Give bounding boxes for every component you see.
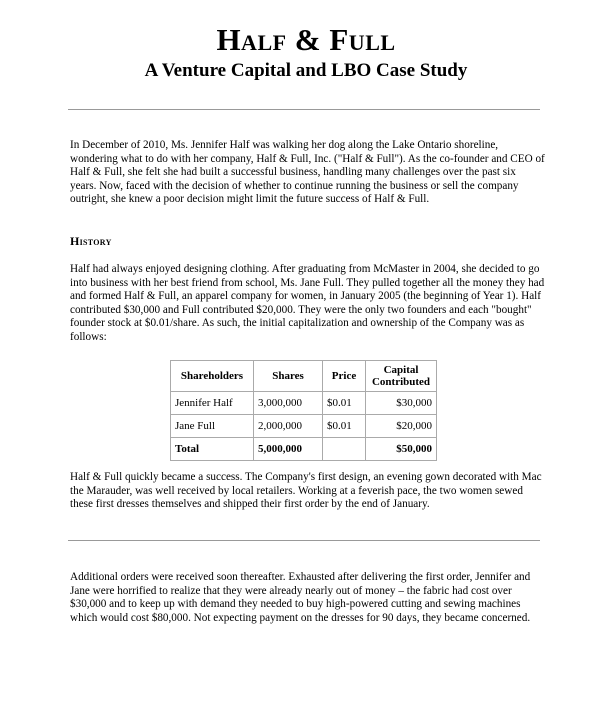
cell: Jennifer Half bbox=[171, 392, 254, 415]
cell: $30,000 bbox=[366, 392, 437, 415]
cell: 3,000,000 bbox=[254, 392, 323, 415]
cell: $0.01 bbox=[323, 415, 366, 438]
header-price: Price bbox=[323, 361, 366, 392]
cell bbox=[323, 438, 366, 461]
header-capital: Capital Contributed bbox=[366, 361, 437, 392]
header-shares: Shares bbox=[254, 361, 323, 392]
success-paragraph: Half & Full quickly became a success. The Company's first design, an evening gown decorated with Mac the Marauder, was well received by local retailers. Working at a feverish pace, the two women sewed these first dresses themselves and shipped their first order by the end of January. bbox=[70, 471, 542, 511]
cell: Jane Full bbox=[171, 415, 254, 438]
document-title: Half & Full bbox=[216, 22, 396, 57]
history-paragraph: Half had always enjoyed designing clothing. After graduating from McMaster in 2004, she decided to go into business with her best friend from school, Ms. Jane Full. They pulled together all the money they had and formed Half & Full, an apparel company for women, in January 2005 (the beginning of Year 1). Half contributed $30,000 and Full contributed $20,000. They were the only two founders and each "bought" founder stock at $0.01/share. As such, the initial capitalization and ownership of the Company was as follows: bbox=[70, 263, 545, 343]
divider bbox=[68, 540, 540, 541]
cell: $20,000 bbox=[366, 415, 437, 438]
document-subtitle: A Venture Capital and LBO Case Study bbox=[144, 60, 468, 81]
intro-paragraph: In December of 2010, Ms. Jennifer Half was walking her dog along the Lake Ontario shoreline, wondering what to do with her company, Half & Full, Inc. ("Half & Full"). As the co-founder and CEO of Half & Full, she felt she had built a successful business, handling many challenges over the past six years. Now, faced with the decision of whether to continue running the business or sell the company outright, she knew a poor decision might limit the future success of Half & Full. bbox=[70, 139, 545, 206]
table-row bbox=[171, 415, 437, 438]
cell: $0.01 bbox=[323, 392, 366, 415]
divider bbox=[68, 109, 540, 110]
table-row bbox=[171, 392, 437, 415]
header-shareholders: Shareholders bbox=[171, 361, 254, 392]
table-header-row bbox=[171, 361, 437, 392]
cell: Total bbox=[171, 438, 254, 461]
cell: 2,000,000 bbox=[254, 415, 323, 438]
capitalization-table bbox=[170, 360, 437, 461]
table-total-row bbox=[171, 438, 437, 461]
orders-paragraph: Additional orders were received soon thereafter. Exhausted after delivering the first order, Jennifer and Jane were horrified to realize that they were already nearly out of money – the fabric had cost over $30,000 and to keep up with demand they needed to buy high-powered cutting and sewing machines which would cost $80,000. Not expecting payment on the dresses for 90 days, they became concerned. bbox=[70, 571, 531, 624]
cell: $50,000 bbox=[366, 438, 437, 461]
history-heading: History bbox=[70, 234, 112, 248]
cell: 5,000,000 bbox=[254, 438, 323, 461]
